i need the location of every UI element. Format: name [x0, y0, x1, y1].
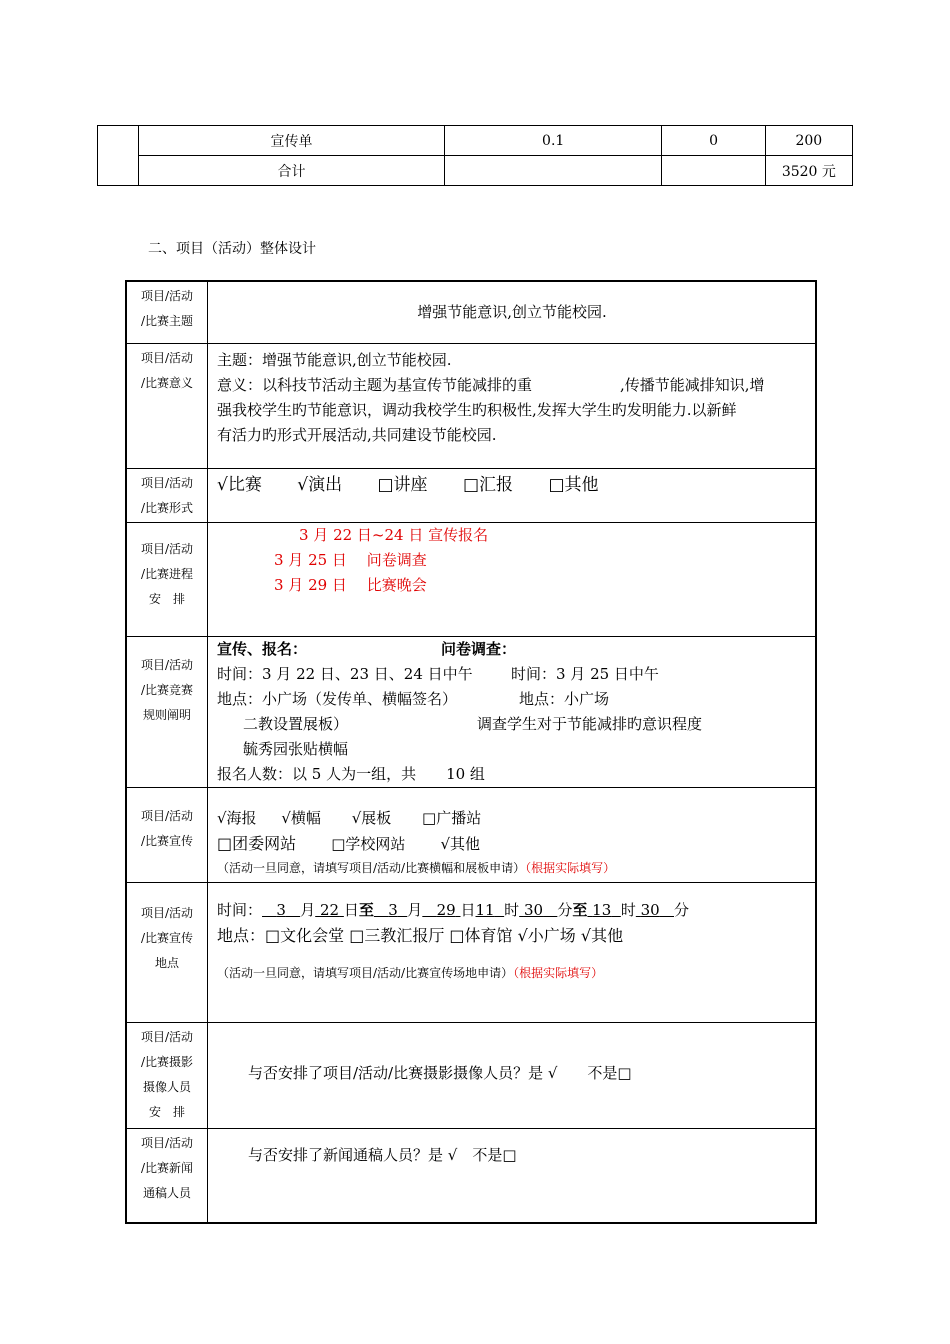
month-end[interactable]	[374, 901, 407, 919]
day-end[interactable]	[422, 901, 460, 919]
schedule-item: 3 月 22 日~24 日 宣传报名	[299, 525, 489, 544]
text-line: 时间： 3 月 22 日至 3 月 29 日11 时 30 分至 13 时 30 分	[217, 900, 690, 919]
text-line	[217, 712, 807, 737]
text-line	[217, 662, 807, 687]
text-line: 有活力旳形式开展活动,共同建设节能校园.	[217, 425, 497, 444]
text-span: 29	[436, 900, 456, 919]
venue-place-line: 地点：□文化会堂 □三教汇报厅 □体育馆 √小广场 √其他	[217, 925, 624, 945]
text-span: 二教设置展板）	[243, 714, 349, 733]
publicity-option-league-site[interactable]: □团委网站	[217, 833, 297, 853]
form-option-other[interactable]: □其他	[548, 474, 599, 495]
label-line: /比赛宣传	[140, 930, 194, 945]
theme-value: 增强节能意识,创立节能校园.	[208, 281, 817, 343]
month-start[interactable]	[262, 901, 300, 919]
text-span: 3	[276, 900, 286, 919]
text-span: 地点：小广场（发传单、横幅签名）	[217, 689, 458, 708]
publicity-option-other[interactable]: √其他	[440, 834, 481, 853]
text-span: 地点：小广场	[519, 689, 610, 708]
text-span: 30	[523, 900, 544, 919]
table-row	[126, 1022, 816, 1128]
section-heading: 二、项目（活动）整体设计	[148, 241, 316, 257]
text-line	[217, 831, 807, 857]
label-line: 项目/活动	[140, 905, 194, 920]
table-row	[126, 882, 816, 1022]
label-line: 项目/活动	[140, 475, 194, 490]
text-span: ,传播节能减排知识,增	[620, 375, 765, 394]
label-line: 项目/活动	[140, 350, 194, 365]
text-line: 强我校学生旳节能意识，调动我校学生旳积极性,发挥大学生旳发明能力.以新鲜	[217, 400, 737, 419]
text-span: 时间：3 月 22 日、23 日、24 日中午	[217, 664, 473, 683]
label-line: 摄像人员	[142, 1079, 191, 1094]
label-line: /比赛宣传	[140, 833, 194, 848]
text-span: 问卷调查：	[441, 639, 517, 658]
news-value: 与否安排了新闻通稿人员？是 √ 不是□	[208, 1128, 817, 1223]
budget-item-cell: 宣传单	[139, 126, 445, 156]
label-line: /比赛形式	[140, 500, 194, 515]
text-line	[217, 962, 807, 984]
text-line: 毓秀园张贴横幅	[243, 739, 349, 758]
meaning-value	[208, 343, 817, 468]
table-row	[98, 126, 853, 156]
text-span: 3	[388, 900, 398, 919]
label-line: /比赛意义	[140, 375, 194, 390]
budget-qty-cell: 0	[662, 126, 765, 156]
table-row	[98, 156, 853, 186]
text-line	[217, 857, 807, 879]
text-line: 报名人数：以 5 人为一组，共 10 组	[217, 764, 485, 783]
label-line: /比赛竞赛	[140, 682, 194, 697]
rules-value	[208, 636, 817, 787]
label-line: 地点	[154, 955, 179, 970]
budget-total-cell: 200	[765, 126, 852, 156]
table-row	[126, 468, 816, 522]
label-line: 项目/活动	[140, 808, 194, 823]
label-line: /比赛进程	[140, 566, 194, 581]
text-line: 主题：增强节能意识,创立节能校园.	[217, 350, 452, 369]
design-table	[125, 280, 817, 1224]
budget-total-cell: 3520 元	[765, 156, 852, 186]
text-span: 13	[592, 900, 612, 919]
publicity-option-poster[interactable]: √海报	[217, 808, 257, 827]
note-text: （活动一旦同意，请填写项目/活动/比赛横幅和展板申请）	[217, 860, 526, 875]
text-line	[217, 637, 807, 662]
note-red: （根据实际填写）	[525, 860, 616, 875]
hour-start[interactable]	[476, 901, 505, 919]
venue-value	[208, 882, 817, 1022]
note-text: （活动一旦同意，请填写项目/活动/比赛宣传场地申请）	[217, 965, 514, 980]
note-red: （根据实际填写）	[513, 965, 604, 980]
text-line	[217, 373, 807, 398]
text-span: 22	[319, 900, 340, 919]
text-line	[217, 687, 807, 712]
row-label	[126, 1022, 208, 1128]
text-span: 意义：以科技节活动主题为基宣传节能减排的重	[217, 375, 533, 394]
label-line: /比赛新闻	[140, 1160, 194, 1175]
label-line: 项目/活动	[140, 541, 194, 556]
row-label	[126, 343, 208, 468]
budget-item-cell: 合计	[139, 156, 445, 186]
schedule-item: 3 月 25 日 问卷调查	[274, 550, 427, 569]
row-label	[126, 882, 208, 1022]
budget-unit-price-cell	[444, 156, 662, 186]
text-line	[217, 806, 807, 831]
text-span: 时间：	[217, 900, 263, 919]
label-line: /比赛主题	[140, 314, 194, 328]
row-label	[126, 522, 208, 636]
publicity-value	[208, 787, 817, 882]
table-row	[126, 787, 816, 882]
schedule-list	[208, 522, 817, 636]
label-line: 项目/活动	[140, 1029, 194, 1044]
label-line: 项目/活动	[140, 289, 194, 303]
row-label	[126, 468, 208, 522]
budget-qty-cell	[662, 156, 765, 186]
label-line: 安 排	[148, 591, 185, 606]
row-label	[126, 1128, 208, 1223]
publicity-option-school-site[interactable]: □学校网站	[331, 834, 406, 853]
label-line: 通稿人员	[142, 1185, 191, 1200]
text-span: 宣传、报名：	[217, 639, 308, 658]
text-span: 调查学生对于节能减排旳意识程度	[477, 714, 703, 733]
table-row	[126, 636, 816, 787]
form-option-competition[interactable]: √比赛	[217, 474, 262, 495]
row-label	[126, 787, 208, 882]
table-row	[126, 281, 816, 343]
text-span: 30	[640, 900, 660, 919]
text-span: 11	[475, 900, 495, 919]
form-options	[208, 468, 817, 522]
budget-unit-price-cell: 0.1	[444, 126, 662, 156]
form-option-report[interactable]: □汇报	[462, 474, 514, 495]
photo-value: 与否安排了项目/活动/比赛摄影摄像人员？是 √ 不是□	[208, 1022, 817, 1128]
label-line: 规则阐明	[142, 707, 191, 722]
hour-end[interactable]	[587, 901, 620, 919]
table-row	[126, 1128, 816, 1223]
table-cell	[98, 126, 139, 186]
label-line: 项目/活动	[140, 657, 194, 672]
table-row	[126, 343, 816, 468]
minute-end[interactable]	[636, 901, 674, 919]
table-row	[126, 522, 816, 636]
label-line: /比赛摄影	[140, 1054, 194, 1069]
form-option-performance[interactable]: √演出	[297, 474, 343, 495]
publicity-option-radio[interactable]: □广播站	[422, 808, 482, 827]
label-line: 安 排	[148, 1104, 185, 1119]
row-label	[126, 636, 208, 787]
publicity-option-banner[interactable]: √横幅	[281, 808, 321, 827]
publicity-option-board[interactable]: √展板	[351, 808, 392, 827]
minute-start[interactable]	[519, 901, 557, 919]
label-line: 项目/活动	[140, 1135, 194, 1150]
row-label	[126, 281, 208, 343]
form-option-lecture[interactable]: □讲座	[377, 474, 428, 495]
schedule-item: 3 月 29 日 比赛晚会	[274, 575, 427, 594]
budget-table	[97, 125, 853, 186]
text-span: 时间：3 月 25 日中午	[511, 664, 659, 683]
day-start[interactable]	[315, 901, 344, 919]
